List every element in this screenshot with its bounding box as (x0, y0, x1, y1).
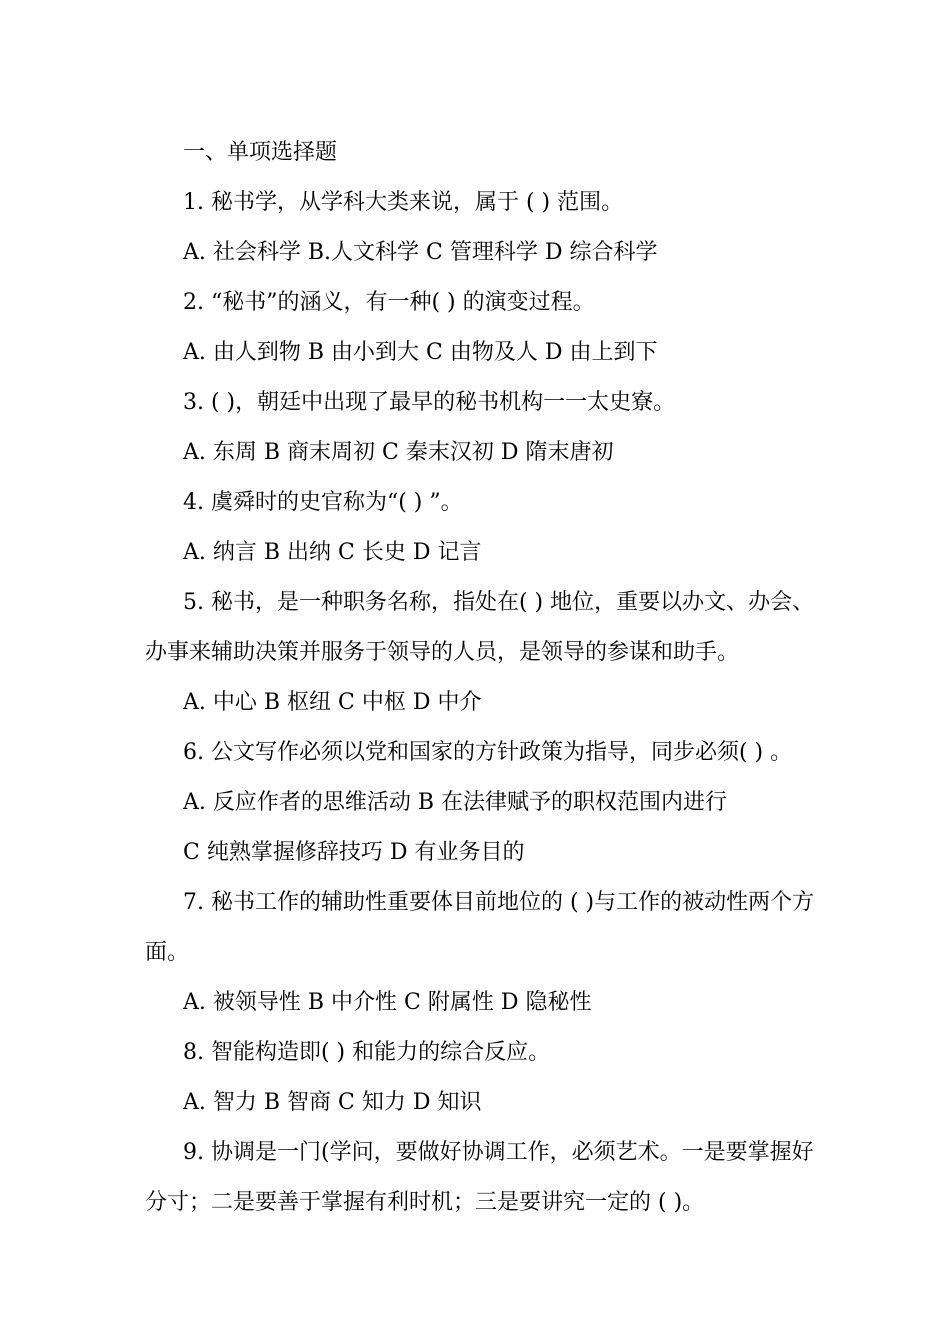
question-8-options: A. 智力 B 智商 C 知力 D 知识 (183, 1090, 482, 1115)
question-1-options: A. 社会科学 B.人文科学 C 管理科学 D 综合科学 (183, 240, 658, 265)
question-7: 7. 秘书工作的辅助性重要体目前地位的 ( )与工作的被动性两个方面。 (145, 890, 815, 965)
question-3: 3. ( )，朝廷中出现了最早的秘书机构一一太史寮。 (183, 390, 676, 415)
question-5: 5. 秘书，是一种职务名称，指处在( ) 地位，重要以办文、办会、办事来辅助决策并服务于领导的人员，是领导的参谋和助手。 (145, 590, 815, 665)
question-8: 8. 智能构造即( ) 和能力的综合反应。 (183, 1040, 551, 1065)
question-9: 9. 协调是一门(学问，要做好协调工作，必须艺术。一是要掌握好分寸；二是要善于掌握有利时机；三是要讲究一定的 ( )。 (145, 1140, 814, 1215)
question-2-options: A. 由人到物 B 由小到大 C 由物及人 D 由上到下 (183, 340, 658, 365)
section-heading: 一、单项选择题 (183, 140, 338, 165)
question-6-options-ab: A. 反应作者的思维活动 B 在法律赋予的职权范围内进行 (183, 790, 728, 815)
question-2: 2. “秘书”的涵义，有一种( ) 的演变过程。 (183, 290, 595, 315)
question-3-options: A. 东周 B 商末周初 C 秦末汉初 D 隋末唐初 (183, 440, 614, 465)
question-4: 4. 虞舜时的史官称为“( ) ”。 (183, 490, 463, 515)
question-6-options-cd: C 纯熟掌握修辞技巧 D 有业务目的 (183, 840, 525, 865)
question-7-options: A. 被领导性 B 中介性 C 附属性 D 隐秘性 (183, 990, 592, 1015)
question-1: 1. 秘书学，从学科大类来说，属于 ( ) 范围。 (183, 190, 624, 215)
question-5-options: A. 中心 B 枢纽 C 中枢 D 中介 (183, 690, 482, 715)
question-6: 6. 公文写作必须以党和国家的方针政策为指导，同步必须( ) 。 (183, 740, 793, 765)
question-4-options: A. 纳言 B 出纳 C 长史 D 记言 (183, 540, 482, 565)
document-body (145, 128, 825, 1228)
